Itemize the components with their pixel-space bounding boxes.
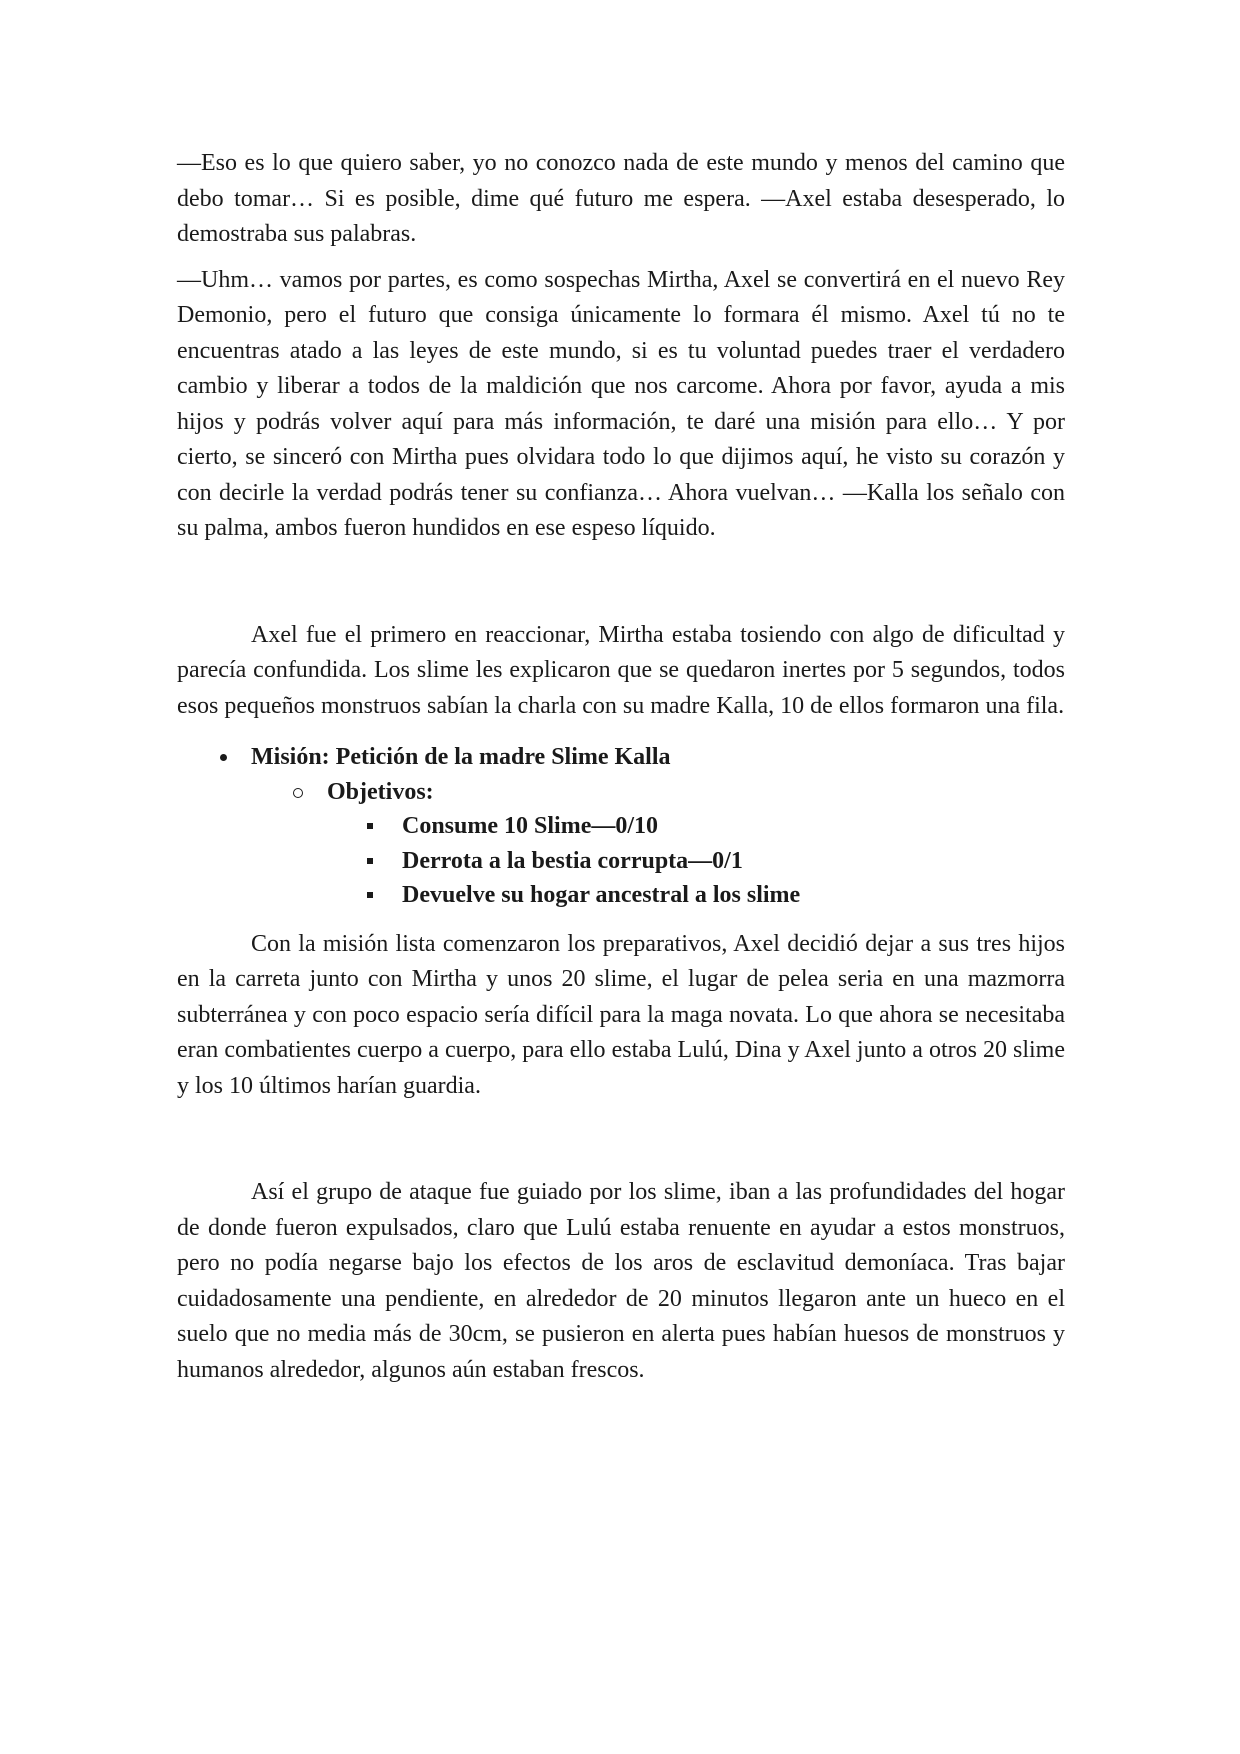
objectives-label: Objetivos:: [177, 775, 1065, 810]
paragraph: —Eso es lo que quiero saber, yo no conozco nada de este mundo y menos del camino que debo tomar… Si es posible, dime qué futuro me espera. —Axel estaba desesperado, lo demostraba sus palabras.: [177, 150, 1065, 247]
mission-list: [177, 740, 1065, 913]
paragraph: Así el grupo de ataque fue guiado por los slime, iban a las profundidades del hogar de donde fueron expulsados, claro que Lulú estaba renuente en ayudar a estos monstruos, pero no podía negarse bajo los efectos de los aros de esclavitud demoníaca. Tras bajar cuidadosamente una pendiente, en alrededor de 20 minutos llegaron ante un hueco en el suelo que no media más de 30cm, se pusieron en alerta pues habían huesos de monstruos y humanos alrededor, algunos aún estaban frescos.: [177, 1179, 1065, 1383]
paragraph: Axel fue el primero en reaccionar, Mirtha estaba tosiendo con algo de dificultad y parecía confundida. Los slime les explicaron que se quedaron inertes por 5 segundos, todos esos pequeños monstruos sabían la charla con su madre Kalla, 10 de ellos formaron una fila.: [177, 621, 1065, 719]
mission-title: Misión: Petición de la madre Slime Kalla: [177, 740, 1065, 775]
document-page: [177, 146, 1065, 1388]
objective-item: Derrota a la bestia corrupta—0/1: [177, 844, 1065, 879]
paragraph: —Uhm… vamos por partes, es como sospechas Mirtha, Axel se convertirá en el nuevo Rey Demonio, pero el futuro que consiga únicamente lo formara él mismo. Axel tú no te encuentras atado a las leyes de este mundo, si es tu voluntad puedes traer el verdadero cambio y liberar a todos de la maldición que nos carcome. Ahora por favor, ayuda a mis hijos y podrás volver aquí para más información, te daré una misión para ello… Y por cierto, se sinceró con Mirtha pues olvidara todo lo que dijimos aquí, he visto su corazón y con decirle la verdad podrás tener su confianza… Ahora vuelvan… —Kalla los señalo con su palma, ambos fueron hundidos en ese espeso líquido.: [177, 266, 1065, 541]
objective-item: Consume 10 Slime—0/10: [177, 809, 1065, 844]
paragraph: Con la misión lista comenzaron los preparativos, Axel decidió dejar a sus tres hijos en la carreta junto con Mirtha y unos 20 slime, el lugar de pelea seria en una mazmorra subterránea y con poco espacio sería difícil para la maga novata. Lo que ahora se necesitaba eran combatientes cuerpo a cuerpo, para ello estaba Lulú, Dina y Axel junto a otros 20 slime y los 10 últimos harían guardia.: [177, 930, 1065, 1099]
objective-item: Devuelve su hogar ancestral a los slime: [177, 878, 1065, 913]
